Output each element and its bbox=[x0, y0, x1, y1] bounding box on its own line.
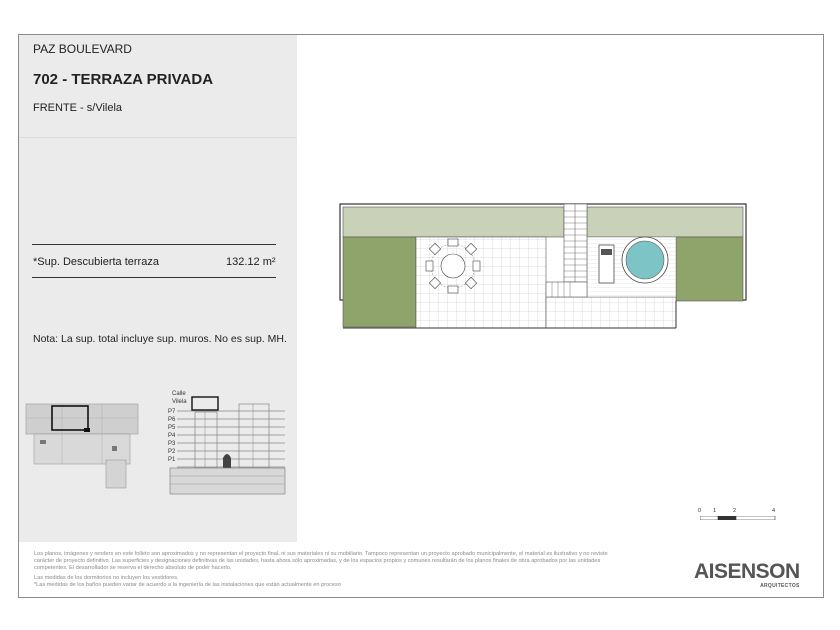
building-name: PAZ BOULEVARD bbox=[33, 42, 132, 56]
surface-rule-bottom bbox=[32, 277, 276, 278]
floor-label-p1: P1 bbox=[168, 457, 176, 463]
header-divider bbox=[19, 137, 297, 138]
disclaimer-line-4: Las medidas de los dormitorios no incluyen los vestidores. bbox=[34, 575, 179, 581]
surface-value: 132.12 m² bbox=[226, 256, 276, 268]
lounger bbox=[599, 245, 614, 283]
floor-label-p6: P6 bbox=[168, 417, 176, 423]
scale-tick-1: 1 bbox=[713, 508, 717, 514]
logo-subtitle: ARQUITECTOS bbox=[760, 583, 800, 589]
jacuzzi bbox=[622, 237, 668, 283]
floor-label-p3: P3 bbox=[168, 441, 176, 447]
section-street-label: Calle bbox=[172, 391, 186, 397]
planter-left bbox=[343, 237, 416, 327]
scale-bar bbox=[696, 508, 776, 528]
section-street-name: Vilela bbox=[172, 399, 187, 405]
floor-label-p4: P4 bbox=[168, 433, 176, 439]
logo-name: AISENSON bbox=[694, 560, 800, 583]
floor-label-p7: P7 bbox=[168, 409, 176, 415]
surface-rule-top bbox=[32, 244, 276, 245]
key-plan bbox=[22, 400, 142, 492]
scale-tick-0: 0 bbox=[698, 508, 702, 514]
unit-title: 702 - TERRAZA PRIVADA bbox=[33, 71, 214, 88]
surface-label: *Sup. Descubierta terraza bbox=[33, 256, 159, 268]
disclaimer-line-5: *Las medidas de los baños pueden variar de acuerdo a la ingeniería de las instalaciones que están actualmente en proceso bbox=[34, 582, 341, 588]
disclaimer-line-1: Los planos, imágenes y renders en este folleto son aproximados y no representan el proyecto final, ni sus materiales ni su mobiliario. Tampoco representan un proyecto aprobado municipalmente, el material es ilustrativo y no reviste bbox=[34, 551, 608, 557]
disclaimer-line-2: carácter de proyecto definitivo. Las superficies y designaciones definitivas de las unidades, hasta ahora sólo aproximadas, y de los espacios propios y comunes resultarán de los planos finales de obra aprobados por las unidades bbox=[34, 558, 601, 564]
aisenson-logo bbox=[694, 560, 800, 589]
planter-top-left bbox=[343, 207, 564, 237]
terrace-floor-plan bbox=[339, 203, 747, 333]
unit-orientation: FRENTE - s/Vilela bbox=[33, 102, 123, 114]
planter-right bbox=[676, 237, 743, 301]
scale-tick-4: 4 bbox=[772, 508, 776, 514]
disclaimer-line-3: competentes. El desarrollador se reserva el derecho absoluto de poder hacerlo. bbox=[34, 565, 232, 571]
surface-note: Nota: La sup. total incluye sup. muros. No es sup. MH. bbox=[33, 333, 287, 345]
floor-label-p5: P5 bbox=[168, 425, 176, 431]
floor-label-p2: P2 bbox=[168, 449, 176, 455]
building-section bbox=[165, 388, 290, 500]
planter-top-right bbox=[587, 207, 743, 237]
scale-tick-2: 2 bbox=[733, 508, 737, 514]
